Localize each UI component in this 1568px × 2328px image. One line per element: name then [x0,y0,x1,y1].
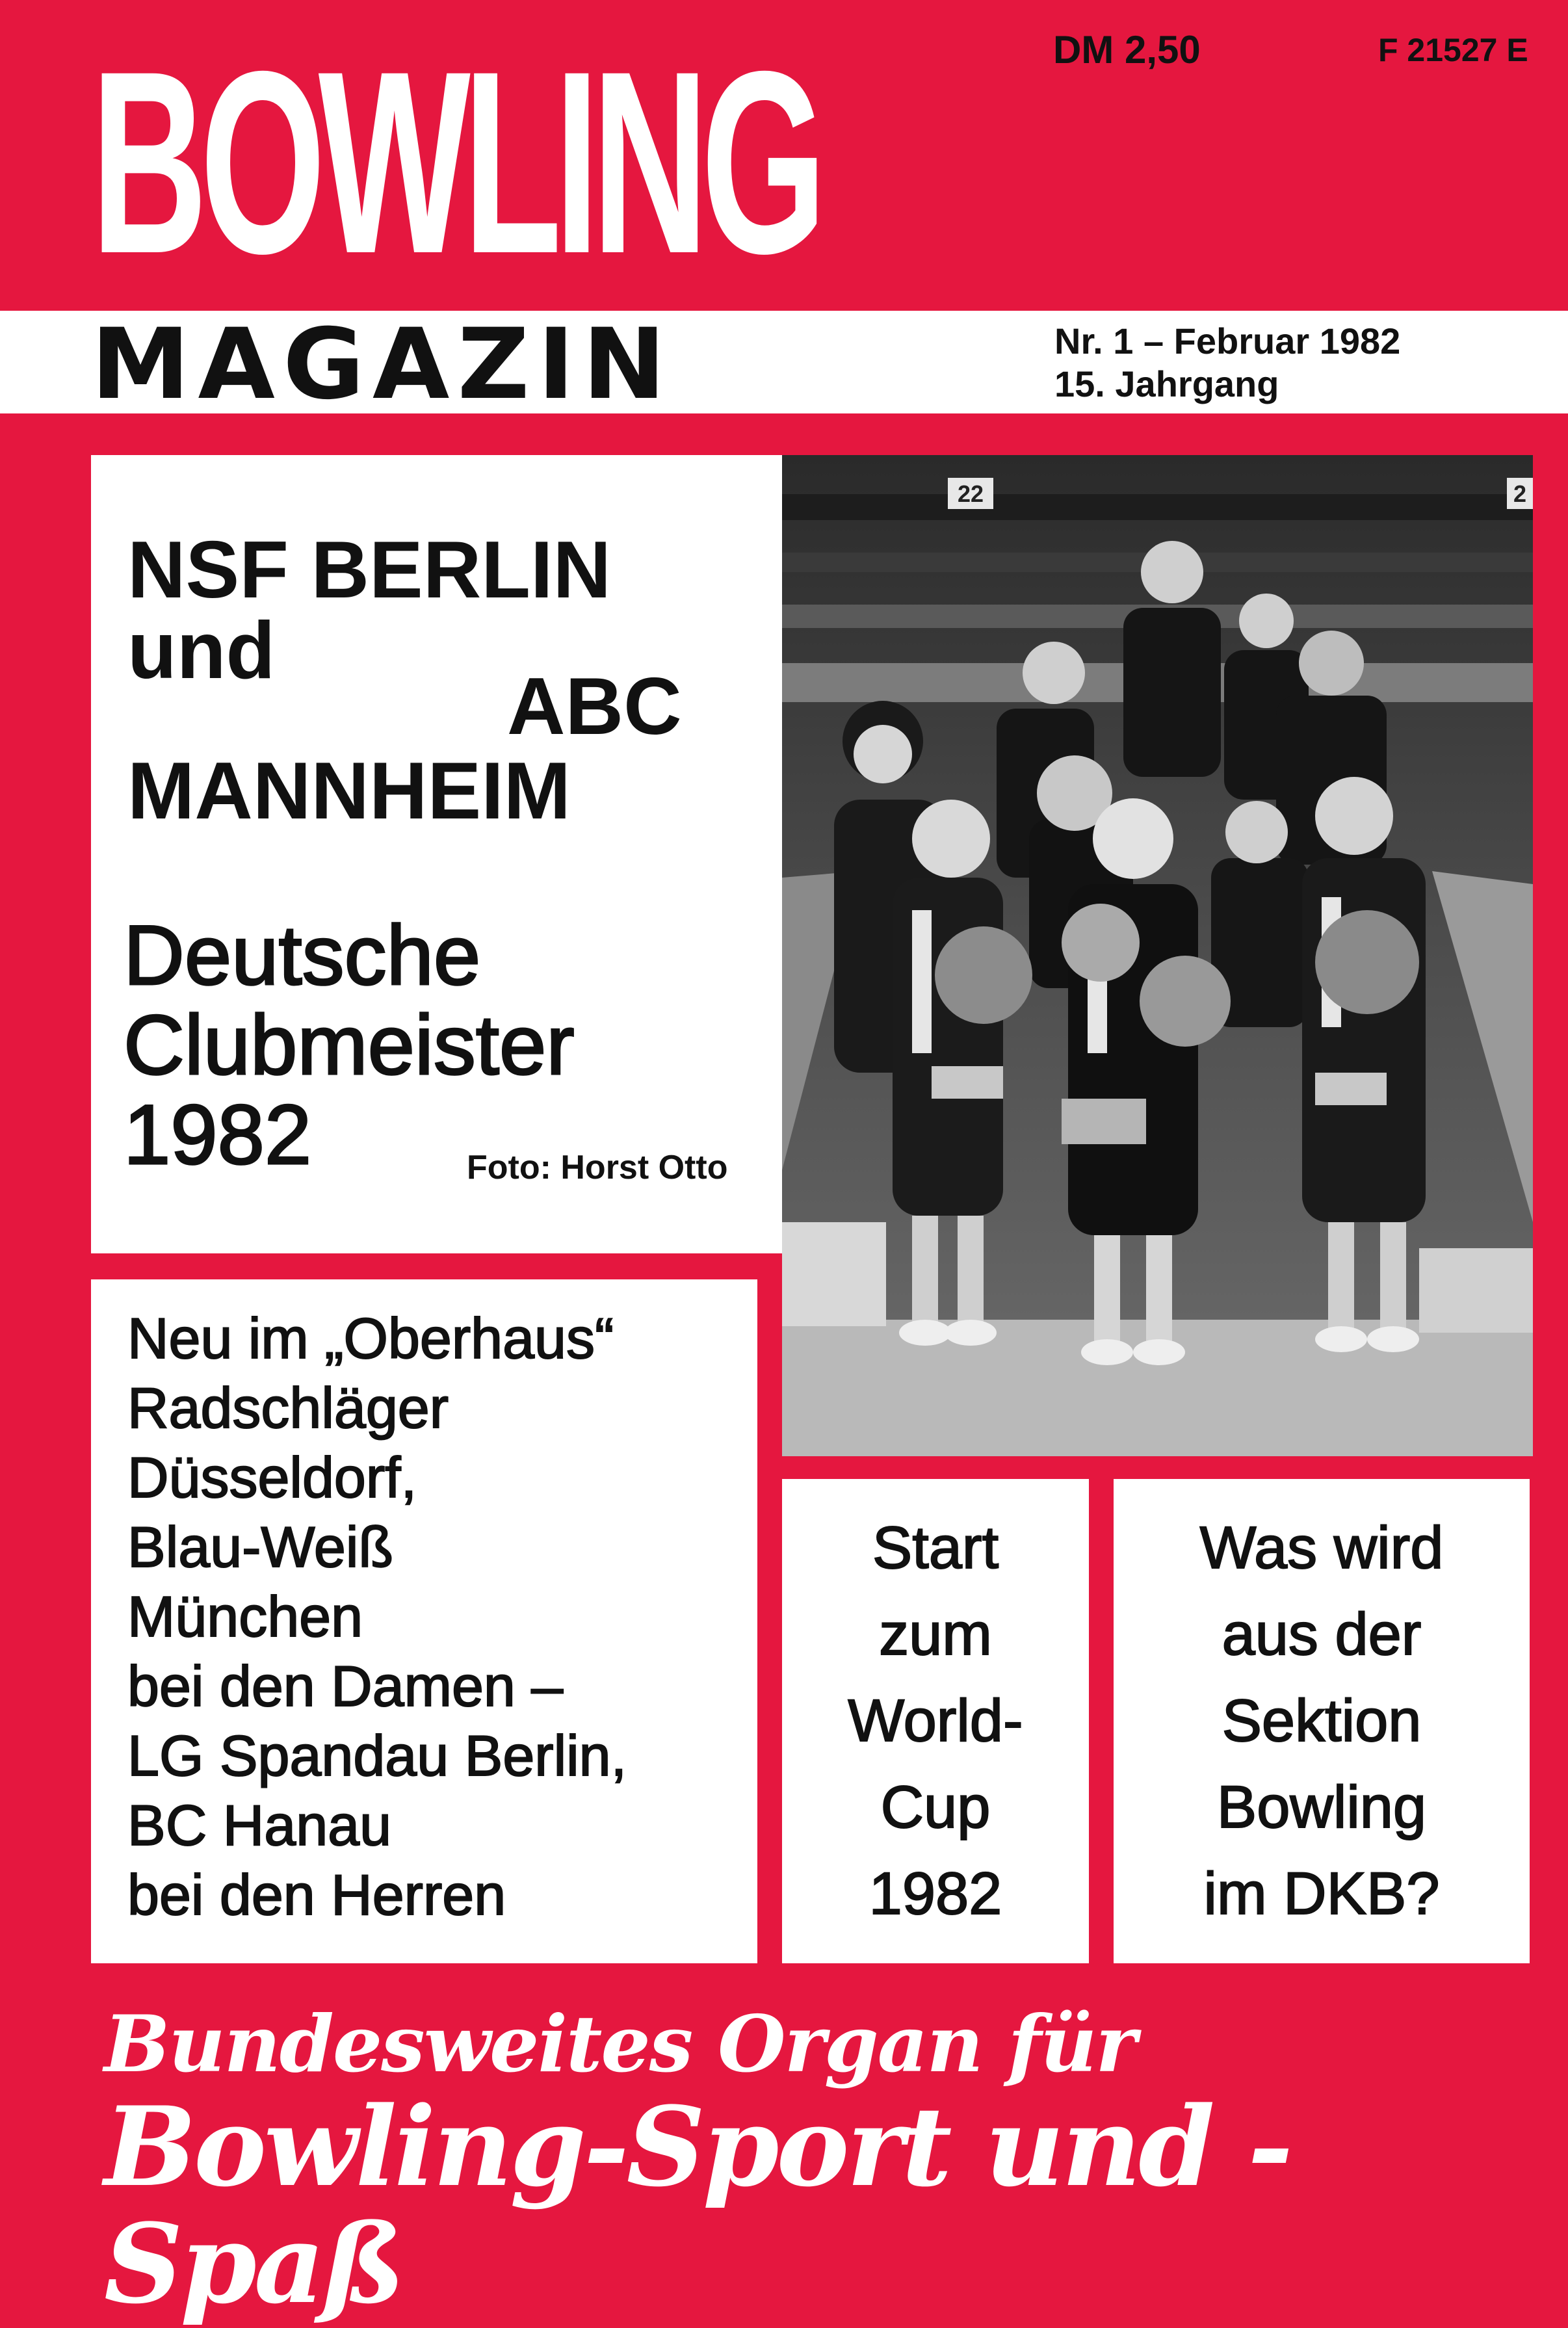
caption-line-2: Clubmeister [124,997,575,1092]
worldcup-line: Cup [880,1774,991,1840]
sektion-line: Sektion [1222,1688,1422,1754]
headline-mannheim: MANNHEIM [127,746,571,836]
magazine-title [91,17,820,307]
sektion-line: aus der [1222,1601,1422,1668]
caption-line-1: Deutsche [124,908,481,1002]
worldcup-line: 1982 [869,1861,1002,1927]
magazine-subtitle: MAGAZIN [91,308,674,421]
volume-number: 15. Jahrgang [1054,363,1279,404]
issue-info [1054,320,1400,406]
sektion-line: Was wird [1199,1515,1444,1581]
price: DM 2,50 [1053,28,1201,72]
oberhaus-line: Blau-Weiß [127,1515,394,1579]
lane-number-left: 22 [957,480,984,507]
worldcup-line: World- [848,1688,1023,1754]
slogan-line-2: Bowling-Sport und -Spaß [104,2082,1291,2328]
oberhaus-line: Düsseldorf, [127,1445,417,1510]
oberhaus-line: Radschläger [127,1376,449,1440]
oberhaus-line: bei den Damen – [127,1654,564,1718]
photo-credit: Foto: Horst Otto [467,1149,728,1186]
oberhaus-line: Neu im „Oberhaus“ [127,1306,614,1370]
sektion-line: Bowling [1216,1774,1427,1840]
caption-line-3: 1982 [124,1087,312,1182]
worldcup-story-text [782,1505,1089,1937]
oberhaus-line: BC Hanau [127,1793,392,1857]
championship-caption [124,908,575,1182]
headline-line-1: NSF BERLIN [127,525,611,615]
lane-number-right: 2 [1513,480,1527,507]
oberhaus-line: bei den Herren [127,1863,506,1927]
sektion-line: im DKB? [1203,1861,1440,1927]
sektion-story-text [1114,1505,1530,1937]
worldcup-line: Start [872,1515,999,1581]
issue-number: Nr. 1 – Februar 1982 [1054,320,1401,361]
magazine-title-text: BOWLING [91,17,820,307]
publication-code: F 21527 E [1378,32,1528,68]
team-photo-image [782,455,1533,1456]
team-photo [782,455,1533,1456]
slogan-line-1: Bundesweites Organ für [104,1998,1136,2090]
oberhaus-line: LG Spandau Berlin, [127,1723,627,1788]
worldcup-line: zum [879,1601,992,1668]
oberhaus-story-text [127,1303,627,1929]
headline-line-2: und [127,606,276,696]
headline-abc: ABC [507,662,682,752]
oberhaus-line: München [127,1584,363,1649]
